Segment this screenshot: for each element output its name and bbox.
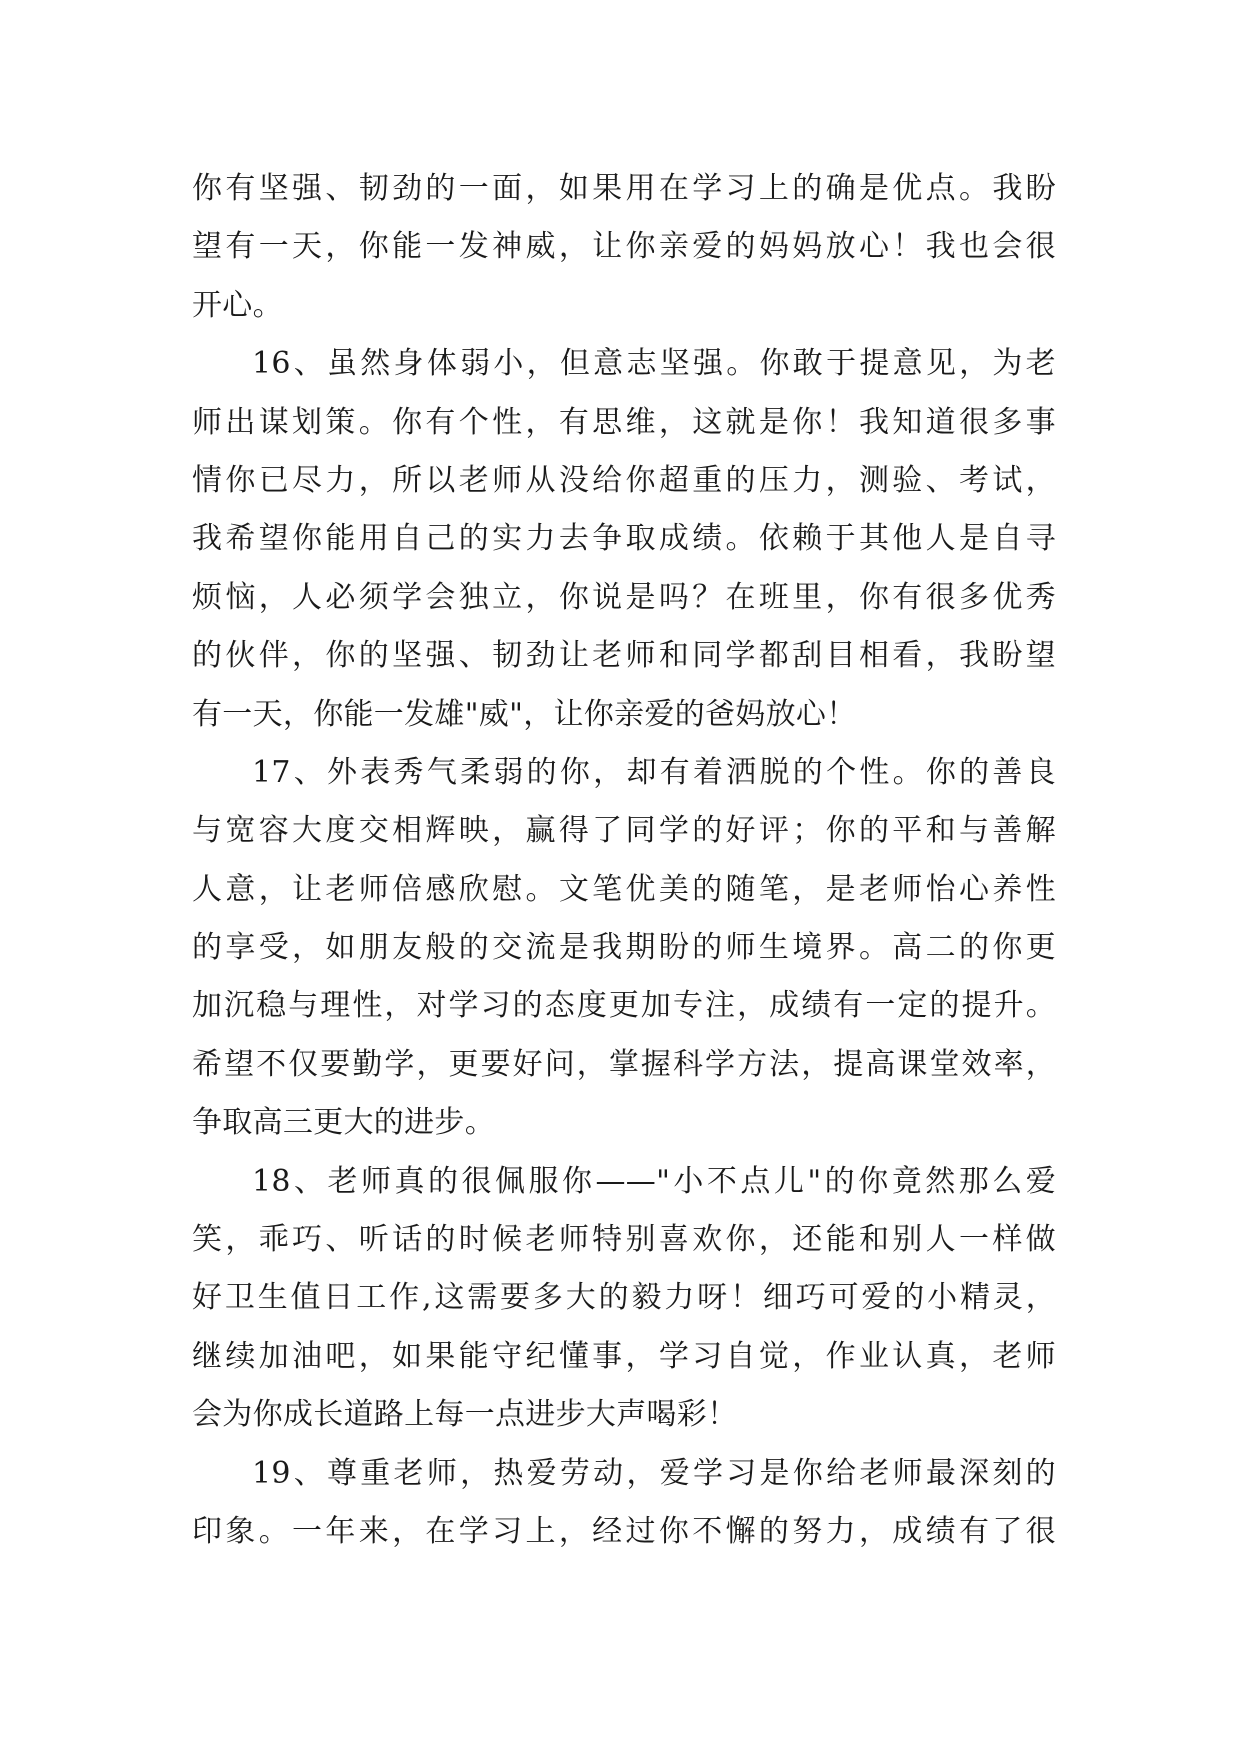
paragraph-17 — [192, 744, 1056, 1153]
text-line: 继续加油吧，如果能守纪懂事，学习自觉，作业认真，老师 — [192, 1338, 1056, 1374]
text-line: 与宽容大度交相辉映，赢得了同学的好评；你的平和与善解 — [192, 813, 1056, 849]
text-line: 望有一天，你能一发神威，让你亲爱的妈妈放心！我也会很 — [192, 229, 1056, 265]
paragraph-p15-tail — [192, 160, 1056, 335]
text-line: 你有坚强、韧劲的一面，如果用在学习上的确是优点。我盼 — [192, 171, 1056, 206]
text-line: 开心。 — [192, 287, 283, 323]
text-line: 烦恼，人必须学会独立，你说是吗？在班里，你有很多优秀 — [192, 579, 1056, 615]
text-line: 好卫生值日工作,这需要多大的毅力呀！细巧可爱的小精灵， — [192, 1280, 1056, 1316]
document-page — [192, 160, 1056, 1561]
text-line: 会为你成长道路上每一点进步大声喝彩！ — [192, 1397, 738, 1433]
text-line: 19、尊重老师，热爱劳动，爱学习是你给老师最深刻的 — [252, 1455, 1056, 1491]
text-line: 人意，让老师倍感欣慰。文笔优美的随笔，是老师怡心养性 — [192, 871, 1056, 907]
text-line: 18、老师真的很佩服你——"小不点儿"的你竟然那么爱 — [252, 1163, 1056, 1199]
text-line: 的享受，如朋友般的交流是我期盼的师生境界。高二的你更 — [192, 930, 1056, 966]
text-line: 情你已尽力，所以老师从没给你超重的压力，测验、考试， — [192, 462, 1056, 498]
text-line: 加沉稳与理性，对学习的态度更加专注，成绩有一定的提升。 — [192, 988, 1056, 1024]
paragraph-16 — [192, 335, 1056, 744]
text-line: 师出谋划策。你有个性，有思维，这就是你！我知道很多事 — [192, 404, 1056, 440]
paragraph-18 — [192, 1153, 1056, 1445]
text-line: 的伙伴，你的坚强、韧劲让老师和同学都刮目相看，我盼望 — [192, 638, 1056, 674]
text-line: 笑，乖巧、听话的时候老师特别喜欢你，还能和别人一样做 — [192, 1222, 1056, 1258]
text-line: 希望不仅要勤学，更要好问，掌握科学方法，提高课堂效率， — [192, 1046, 1056, 1082]
text-line: 17、外表秀气柔弱的你，却有着洒脱的个性。你的善良 — [252, 754, 1056, 790]
paragraph-19 — [192, 1445, 1056, 1562]
text-line: 印象。一年来，在学习上，经过你不懈的努力，成绩有了很 — [192, 1513, 1056, 1549]
text-line: 争取高三更大的进步。 — [192, 1105, 495, 1141]
text-line: 有一天，你能一发雄"威"，让你亲爱的爸妈放心！ — [192, 696, 857, 732]
text-line: 我希望你能用自己的实力去争取成绩。依赖于其他人是自寻 — [192, 521, 1056, 557]
text-line: 16、虽然身体弱小，但意志坚强。你敢于提意见，为老 — [252, 346, 1056, 382]
